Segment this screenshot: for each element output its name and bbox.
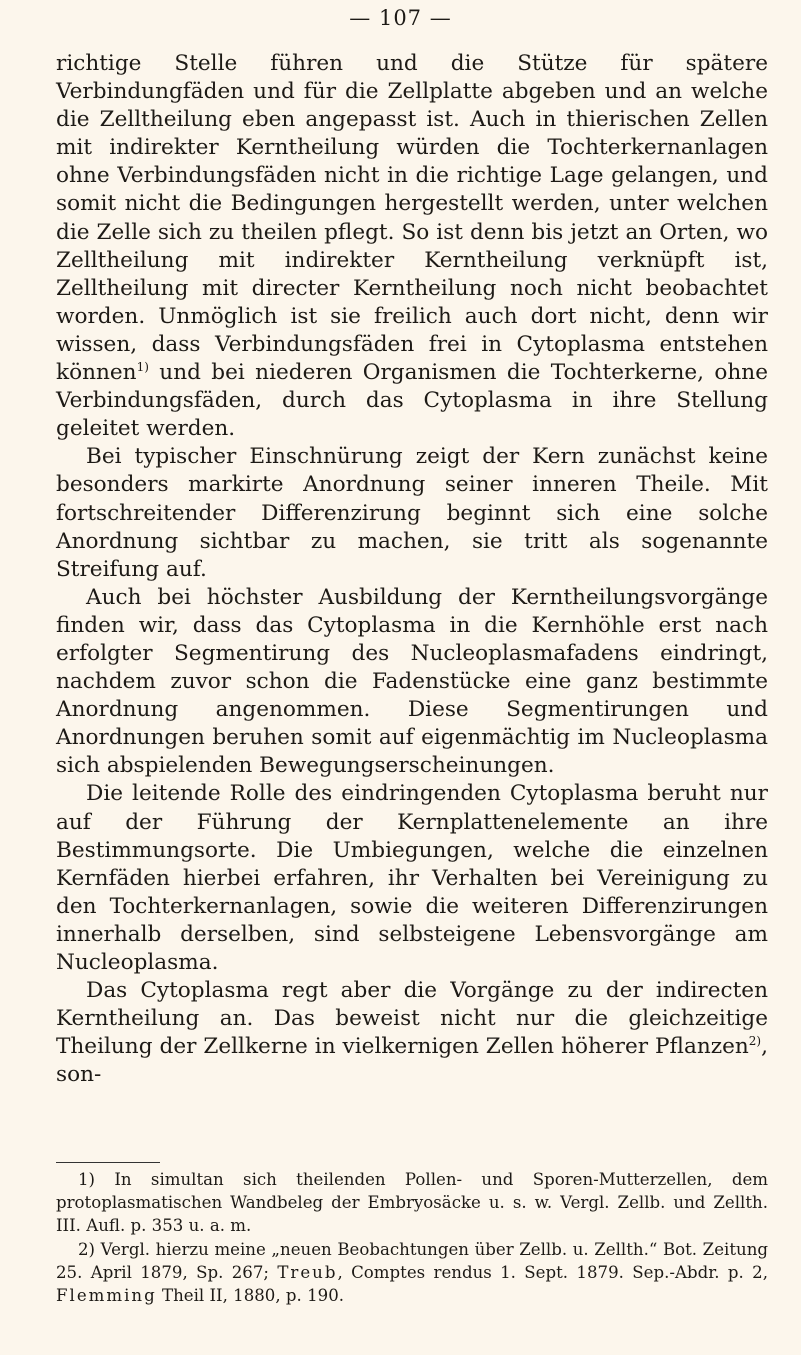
footnote: [56, 1238, 768, 1308]
paragraph: Die leitende Rolle des eindringenden Cytoplasma beruht nur auf der Führung der Kernplattenelemente an ihre Bestimmungsorte. Die Umbiegungen, welche die einzelnen Kernfäden hierbei erfahren, ihr Verhalten bei Vereinigung zu den Tochterkernanlagen, sowie die weiteren Differenzirungen innerhalb derselben, sind selbsteigene Lebensvorgänge am Nucleoplasma.: [56, 781, 768, 975]
paragraph: [56, 977, 768, 1089]
footnote-mark: 2): [78, 1239, 96, 1259]
paragraph-text: , son-: [56, 1034, 768, 1088]
page-number: — 107 —: [349, 6, 452, 30]
footnote-text: In simultan sich theilenden Pollen- und Sporen-Mutterzellen, dem protoplasmatischen Wandbeleg der Embryosäcke u. s. w. Vergl. Zellb. und Zellth. III. Aufl. p. 353 u. a. m.: [56, 1170, 768, 1236]
footnote-text: Vergl. hierzu meine „neuen Beobachtungen über Zellb. u. Zellth.“ Bot. Zeitung 25. April 1879, Sp. 267;: [56, 1239, 768, 1282]
footnote-mark: 1): [78, 1170, 96, 1189]
paragraph: Auch bei höchster Ausbildung der Kerntheilungsvorgänge finden wir, dass das Cytoplasma in die Kernhöhle erst nach erfolgter Segmentirung des Nucleoplasmafadens eindringt, nachdem zuvor schon die Fadenstücke eine ganz bestimmte Anordnung angenommen. Diese Segmentirungen und Anordnungen beruhen somit auf eigenmächtig im Nucleoplasma sich abspielenden Bewegungserscheinungen.: [56, 584, 768, 779]
footnote: [56, 1168, 768, 1238]
footnotes: [56, 1168, 768, 1307]
author-name: Treub: [277, 1262, 338, 1282]
footnote-text: , Comptes rendus 1. Sept. 1879. Sep.-Abdr. p. 2,: [337, 1262, 769, 1282]
footnote-text: Theil II, 1880, p. 190.: [156, 1286, 345, 1306]
paragraph-text: Das Cytoplasma regt aber die Vorgänge zu der indirecten Kerntheilung an. Das beweist nicht nur die gleichzeitige Theilung der Zellkerne in vielkernigen Zellen höherer Pflanzen: [56, 978, 768, 1060]
footnote-divider: [56, 1162, 160, 1163]
paragraph: [56, 50, 768, 443]
paragraph-text: richtige Stelle führen und die Stütze für spätere Verbindungfäden und für die Zellplatte abgeben und an welche die Zelltheilung eben angepasst ist. Auch in thierischen Zellen mit indirekter Kerntheilung würden die Tochterkernanlagen ohne Verbindungsfäden nicht in die richtige Lage gelangen, und somit nicht die Bedingungen hergestellt werden, unter welchen die Zelle sich zu theilen pflegt. So ist denn bis jetzt an Orten, wo Zelltheilung mit indirekter Kerntheilung verknüpft ist, Zelltheilung mit directer Kerntheilung noch nicht beobachtet worden. Unmöglich ist sie freilich auch dort nicht, denn wir wissen, dass Verbindungsfäden frei in Cytoplasma entstehen können: [56, 51, 768, 386]
paragraph: Bei typischer Einschnürung zeigt der Kern zunächst keine besonders markirte Anordnung seiner inneren Theile. Mit fortschreitender Differenzirung beginnt sich eine solche Anordnung sichtbar zu machen, sie tritt als sogenannte Streifung auf.: [56, 444, 768, 582]
footnote-reference: 2): [748, 1034, 762, 1049]
author-name: Flemming: [56, 1286, 157, 1306]
paragraph-text: und bei niederen Organismen die Tochterkerne, ohne Verbindungsfäden, durch das Cytoplasma in ihre Stellung geleitet werden.: [56, 360, 768, 442]
body-text: [56, 50, 768, 1089]
footnote-reference: 1): [136, 359, 149, 374]
